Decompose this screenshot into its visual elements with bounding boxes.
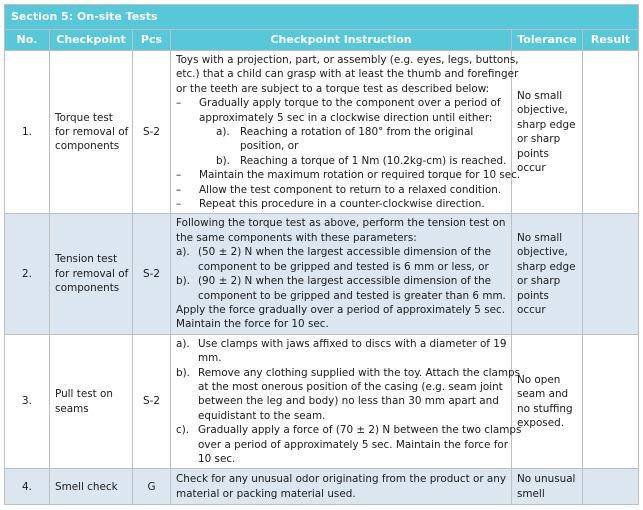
checkpoint-line: seams (55, 402, 89, 415)
list-marker: a). (216, 126, 230, 139)
instruction-line: Following the torque test as above, perform the tension test on (176, 217, 506, 230)
tolerance-line: occur (517, 162, 546, 175)
instruction-line: (50 ± 2) N when the largest accessible dimension of the (198, 246, 492, 259)
instruction-line: material or packing material used. (176, 487, 356, 500)
instruction-line: Maintain the maximum rotation or required torque for 10 sec. (199, 169, 521, 182)
tolerance-line: No open (517, 373, 561, 386)
on-site-tests-table-container (4, 4, 638, 505)
column-header-result: Result (583, 30, 639, 51)
tolerance-line: occur (517, 303, 546, 316)
row-number: 1. (5, 51, 50, 214)
tolerance-line: No small (517, 90, 563, 103)
instruction-line: position, or (240, 140, 299, 153)
instruction-line: or the teeth are subject to a torque test as described below: (176, 82, 490, 95)
checkpoint-line: Smell check (55, 480, 118, 493)
tolerance-line: sharp edge (517, 260, 576, 273)
pcs-cell: S-2 (133, 214, 171, 334)
instruction-line: Allow the test component to return to a relaxed condition. (199, 183, 502, 196)
tolerance-line: sharp edge (517, 118, 576, 131)
checkpoint-cell (50, 214, 133, 334)
row-number: 4. (5, 469, 50, 505)
checkpoint-line: for removal of (55, 126, 129, 139)
result-cell[interactable] (583, 469, 639, 505)
section-title: Section 5: On-site Tests (5, 5, 639, 30)
tolerance-cell (512, 469, 583, 505)
instruction-line: Gradually apply torque to the component over a period of (199, 97, 501, 110)
instruction-line: Remove any clothing supplied with the toy. Attach the clamps (198, 366, 521, 379)
tolerance-line: smell (517, 487, 545, 500)
instruction-cell (171, 334, 522, 469)
checkpoint-cell (50, 334, 133, 469)
instruction-line: Reaching a rotation of 180° from the original (240, 126, 474, 139)
instruction-cell (171, 469, 512, 505)
instruction-line: Reaching a torque of 1 Nm (10.2kg-cm) is reached. (240, 154, 507, 167)
list-marker: b). (216, 154, 230, 167)
column-header-tolerance: Tolerance (512, 30, 583, 51)
instruction-line: Apply the force gradually over a period of approximately 5 sec. (176, 303, 506, 316)
checkpoint-cell (50, 51, 133, 214)
instruction-line: at the most onerous position of the casing (e.g. seam joint (198, 380, 503, 393)
dash-marker: – (176, 97, 182, 110)
instruction-line: etc.) that a child can grasp with at least the thumb and forefinger (176, 68, 519, 81)
instruction-line: Gradually apply a force of (70 ± 2) N between the two clamps (198, 424, 522, 437)
column-header-checkpoint: Checkpoint (50, 30, 133, 51)
instruction-line: over a period of approximately 5 sec. Maintain the force for (198, 438, 509, 451)
list-marker: a). (176, 246, 190, 259)
header-row (5, 30, 639, 51)
column-header-instruction: Checkpoint Instruction (171, 30, 512, 51)
result-cell[interactable] (583, 214, 639, 334)
table-row (5, 469, 639, 505)
checkpoint-line: Tension test (55, 253, 118, 266)
tolerance-line: points (517, 147, 549, 160)
tolerance-line: or sharp (517, 133, 561, 146)
instruction-line: the same components with these parameters: (176, 231, 417, 244)
tolerance-line: No unusual (517, 473, 576, 486)
tolerance-line: objective, (517, 104, 568, 117)
instruction-cell (171, 51, 521, 214)
tolerance-cell (512, 214, 583, 334)
column-header-pcs: Pcs (133, 30, 171, 51)
instruction-line: Check for any unusual odor originating from the product or any (176, 473, 506, 486)
checkpoint-line: for removal of (55, 267, 129, 280)
tolerance-line: No small (517, 231, 563, 244)
instruction-line: mm. (198, 352, 222, 365)
dash-marker: – (176, 183, 182, 196)
result-cell[interactable] (583, 334, 639, 469)
list-marker: b). (176, 275, 190, 288)
instruction-line: (90 ± 2) N when the largest accessible dimension of the (198, 275, 492, 288)
column-header-no: No. (5, 30, 50, 51)
on-site-tests-table (4, 4, 639, 505)
instruction-line: Toys with a projection, part, or assembly (e.g. eyes, legs, buttons, (176, 54, 519, 66)
instruction-line: Use clamps with jaws affixed to discs with a diameter of 19 (198, 337, 507, 350)
instruction-line: 10 sec. (198, 452, 236, 465)
checkpoint-line: components (55, 282, 120, 295)
tolerance-line: seam and (517, 388, 569, 401)
instruction-line: between the leg and body) no less than 30 mm apart and (198, 395, 499, 408)
instruction-line: equidistant to the seam. (198, 409, 326, 422)
dash-marker: – (176, 169, 182, 182)
tolerance-cell (512, 51, 583, 214)
pcs-cell: G (133, 469, 171, 505)
table-row (5, 214, 639, 334)
pcs-cell: S-2 (133, 334, 171, 469)
checkpoint-line: Torque test (55, 111, 113, 124)
checkpoint-cell (50, 469, 133, 505)
dash-marker: – (176, 198, 182, 211)
tolerance-line: exposed. (517, 416, 565, 429)
pcs-cell: S-2 (133, 51, 171, 214)
instruction-line: approximately 5 sec in a clockwise direction until either: (199, 111, 493, 124)
instruction-line: Maintain the force for 10 sec. (176, 318, 329, 331)
tolerance-line: objective, (517, 246, 568, 259)
list-marker: c). (176, 424, 190, 437)
tolerance-line: points (517, 289, 549, 302)
list-marker: a). (176, 337, 190, 350)
tolerance-line: no stuffing (517, 402, 573, 415)
checkpoint-line: Pull test on (55, 388, 113, 401)
list-marker: b). (176, 366, 190, 379)
table-row (5, 51, 639, 214)
row-number: 3. (5, 334, 50, 469)
tolerance-line: or sharp (517, 275, 561, 288)
instruction-line: component to be gripped and tested is 6 mm or less, or (198, 260, 489, 273)
tolerance-cell (512, 334, 583, 469)
checkpoint-line: components (55, 140, 120, 153)
instruction-line: Repeat this procedure in a counter-clockwise direction. (199, 198, 485, 211)
row-number: 2. (5, 214, 50, 334)
table-row (5, 334, 639, 469)
instruction-cell (171, 214, 512, 334)
instruction-line: component to be gripped and tested is greater than 6 mm. (198, 289, 506, 302)
result-cell[interactable] (583, 51, 639, 214)
